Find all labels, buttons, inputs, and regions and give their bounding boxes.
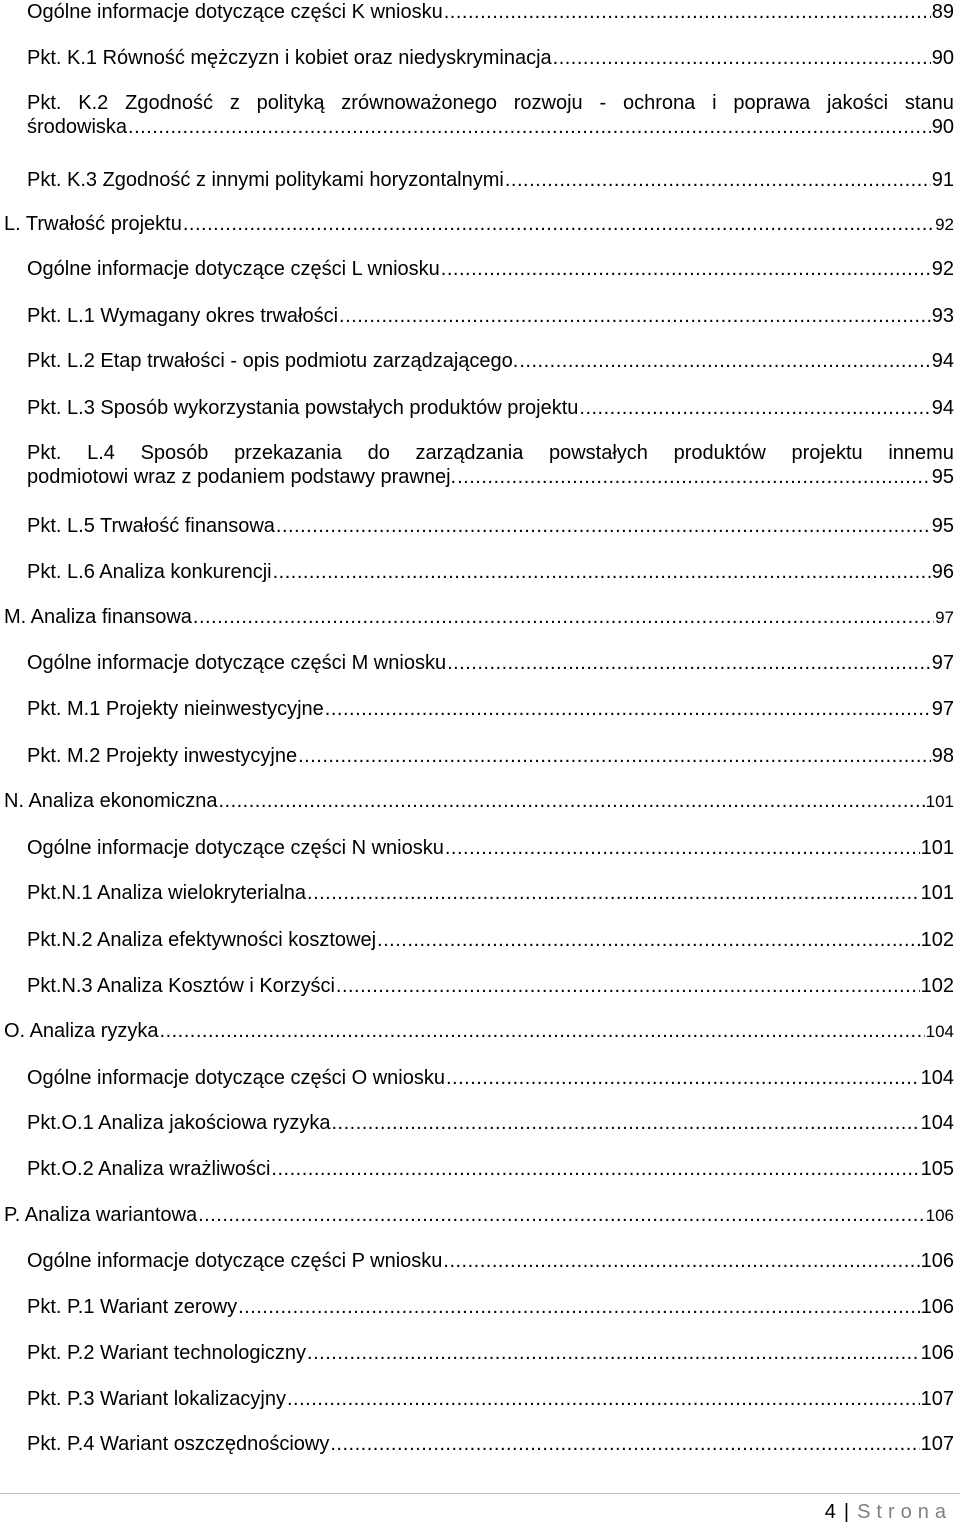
toc-entry[interactable] — [0, 441, 960, 489]
toc-word: rozwoju — [513, 92, 583, 114]
toc-entry-line — [0, 1249, 960, 1273]
toc-word: poprawa — [733, 92, 811, 114]
dot-leader — [505, 168, 931, 192]
toc-entry-title: L. Trwałość projektu — [4, 213, 182, 235]
toc-word: K.2 — [78, 92, 109, 114]
footer-divider — [0, 1493, 960, 1494]
dot-leader — [445, 836, 920, 860]
toc-entry-line — [0, 789, 960, 814]
toc-entry[interactable] — [0, 651, 960, 675]
toc-entry[interactable] — [0, 91, 960, 139]
toc-entry-line — [0, 836, 960, 860]
toc-entry-page: 97 — [931, 652, 954, 674]
toc-word: powstałych — [548, 442, 648, 464]
dot-leader — [218, 789, 924, 813]
toc-entry-line — [0, 212, 960, 237]
dot-leader — [443, 1249, 919, 1273]
toc-entry-title: Ogólne informacje dotyczące części L wniosku — [27, 258, 440, 280]
toc-entry[interactable] — [0, 0, 960, 24]
dot-leader — [553, 46, 931, 70]
toc-entry-title: Pkt. M.2 Projekty inwestycyjne — [27, 745, 298, 767]
toc-entry-title: Pkt. P.1 Wariant zerowy — [27, 1296, 238, 1318]
toc-entry-line — [0, 1019, 960, 1044]
dot-leader — [325, 697, 931, 721]
toc-entry-line — [0, 257, 960, 281]
toc-word: - — [599, 92, 607, 114]
dot-leader — [377, 928, 920, 952]
dot-leader — [457, 465, 931, 489]
dot-leader — [519, 349, 930, 373]
toc-entry[interactable] — [0, 212, 960, 237]
toc-entry[interactable] — [0, 974, 960, 998]
toc-entry[interactable] — [0, 560, 960, 584]
toc-entry[interactable] — [0, 257, 960, 281]
toc-entry[interactable] — [0, 1387, 960, 1411]
dot-leader — [444, 0, 931, 24]
toc-word: do — [367, 442, 390, 464]
toc-entry-line — [0, 1157, 960, 1181]
dot-leader — [339, 304, 931, 328]
dot-leader — [298, 744, 931, 768]
toc-entry-title: Pkt. L.6 Analiza konkurencji — [27, 561, 272, 583]
toc-word: i — [712, 92, 717, 114]
toc-entry-page: 102 — [920, 929, 954, 951]
toc-word: zrównoważonego — [341, 92, 497, 114]
toc-entry-page: 104 — [920, 1067, 954, 1089]
toc-entry-line — [0, 304, 960, 328]
dot-leader — [128, 115, 931, 139]
toc-word: przekazania — [234, 442, 342, 464]
toc-entry-title-first-line — [0, 91, 960, 115]
toc-entry[interactable] — [0, 1066, 960, 1090]
toc-entry-line — [0, 1066, 960, 1090]
toc-entry[interactable] — [0, 1111, 960, 1135]
toc-entry-page: 91 — [931, 169, 954, 191]
toc-entry-title: Ogólne informacje dotyczące części N wniosku — [27, 837, 444, 859]
page-footer — [825, 1500, 952, 1524]
toc-entry-page: 93 — [931, 305, 954, 327]
toc-entry-page: 106 — [925, 1206, 954, 1225]
dot-leader — [307, 1341, 920, 1365]
toc-entry-line — [0, 560, 960, 584]
toc-entry[interactable] — [0, 836, 960, 860]
toc-entry[interactable] — [0, 349, 960, 373]
toc-entry-title: Ogólne informacje dotyczące części P wniosku — [27, 1250, 443, 1272]
toc-entry[interactable] — [0, 881, 960, 905]
toc-entry[interactable] — [0, 1295, 960, 1319]
toc-word: stanu — [904, 92, 954, 114]
toc-entry-page: 104 — [925, 1022, 954, 1041]
toc-word: innemu — [888, 442, 954, 464]
toc-entry-title: Pkt. L.3 Sposób wykorzystania powstałych produktów projektu — [27, 397, 579, 419]
toc-word: ochrona — [623, 92, 696, 114]
toc-entry-line — [0, 744, 960, 768]
toc-entry-title: Pkt.O.1 Analiza jakościowa ryzyka — [27, 1112, 331, 1134]
toc-entry-title: N. Analiza ekonomiczna — [4, 790, 218, 812]
toc-entry-page: 90 — [931, 116, 954, 138]
toc-entry-title: Ogólne informacje dotyczące części K wniosku — [27, 1, 443, 23]
toc-word: jakości — [826, 92, 889, 114]
toc-entry-page: 98 — [931, 745, 954, 767]
toc-entry-line — [0, 349, 960, 373]
dot-leader — [193, 605, 934, 629]
toc-entry-line — [0, 1432, 960, 1456]
toc-entry-title: Pkt.N.1 Analiza wielokryterialna — [27, 882, 307, 904]
toc-entry-page: 106 — [920, 1342, 954, 1364]
toc-entry-title: Pkt. P.2 Wariant technologiczny — [27, 1342, 307, 1364]
toc-entry-title: środowiska — [27, 116, 128, 138]
footer-page-number: 4 — [824, 1501, 836, 1523]
toc-entry-page: 97 — [935, 608, 954, 627]
toc-word: Pkt. — [27, 92, 62, 114]
toc-entry-page: 104 — [920, 1112, 954, 1134]
toc-word: Zgodność — [125, 92, 213, 114]
toc-entry-title: Pkt. P.3 Wariant lokalizacyjny — [27, 1388, 286, 1410]
toc-entry-title: Pkt.O.2 Analiza wrażliwości — [27, 1158, 271, 1180]
toc-entry[interactable] — [0, 1432, 960, 1456]
toc-word: z — [229, 92, 240, 114]
toc-entry[interactable] — [0, 1341, 960, 1365]
toc-word: polityką — [256, 92, 325, 114]
toc-entry-title: Ogólne informacje dotyczące części M wniosku — [27, 652, 447, 674]
toc-entry-page: 90 — [931, 47, 954, 69]
dot-leader — [447, 651, 931, 675]
dot-leader — [579, 396, 930, 420]
footer-separator: | — [843, 1501, 850, 1523]
toc-entry[interactable] — [0, 928, 960, 952]
toc-entry[interactable] — [0, 789, 960, 814]
dot-leader — [183, 212, 934, 236]
toc-entry-page: 107 — [920, 1433, 954, 1455]
dot-leader — [276, 514, 931, 538]
toc-entry-page: 101 — [920, 837, 954, 859]
toc-entry-line — [0, 115, 960, 139]
toc-word: zarządzania — [415, 442, 524, 464]
toc-entry-title: Pkt. K.3 Zgodność z innymi politykami horyzontalnymi — [27, 169, 504, 191]
toc-entry-page: 94 — [931, 397, 954, 419]
toc-entry-title: Pkt.N.3 Analiza Kosztów i Korzyści — [27, 975, 335, 997]
toc-entry[interactable] — [0, 744, 960, 768]
footer-label: Strona — [857, 1501, 952, 1523]
toc-entry-line — [0, 1203, 960, 1228]
dot-leader — [273, 560, 931, 584]
toc-entry-title: Pkt. L.1 Wymagany okres trwałości — [27, 305, 339, 327]
dot-leader — [160, 1019, 925, 1043]
dot-leader — [198, 1203, 925, 1227]
toc-word: projektu — [791, 442, 863, 464]
dot-leader — [307, 881, 920, 905]
toc-entry-page: 92 — [935, 215, 954, 234]
toc-entry-title: Ogólne informacje dotyczące części O wniosku — [27, 1067, 445, 1089]
toc-entry[interactable] — [0, 168, 960, 192]
toc-entry-line — [0, 514, 960, 538]
toc-entry-line — [0, 168, 960, 192]
toc-entry-title: podmiotowi wraz z podaniem podstawy prawnej. — [27, 466, 457, 488]
toc-entry-line — [0, 1295, 960, 1319]
toc-entry[interactable] — [0, 304, 960, 328]
toc-entry[interactable] — [0, 1249, 960, 1273]
toc-entry[interactable] — [0, 46, 960, 70]
toc-entry-page: 89 — [931, 1, 954, 23]
toc-entry-page: 97 — [931, 698, 954, 720]
dot-leader — [446, 1066, 920, 1090]
toc-entry-line — [0, 465, 960, 489]
toc-entry-line — [0, 881, 960, 905]
dot-leader — [271, 1157, 919, 1181]
toc-entry-line — [0, 1111, 960, 1135]
toc-entry-page: 106 — [920, 1296, 954, 1318]
toc-entry-title: M. Analiza finansowa — [4, 606, 192, 628]
toc-entry-line — [0, 396, 960, 420]
toc-entry-title: Pkt.N.2 Analiza efektywności kosztowej — [27, 929, 377, 951]
toc-entry-line — [0, 0, 960, 24]
toc-entry-line — [0, 1387, 960, 1411]
toc-entry-page: 106 — [920, 1250, 954, 1272]
toc-entry-title: Pkt. L.5 Trwałość finansowa — [27, 515, 275, 537]
toc-entry-title-first-line — [0, 441, 960, 465]
toc-entry[interactable] — [0, 514, 960, 538]
toc-entry-page: 94 — [931, 350, 954, 372]
toc-entry-line — [0, 697, 960, 721]
toc-entry[interactable] — [0, 605, 960, 630]
toc-entry-page: 96 — [931, 561, 954, 583]
toc-entry-page: 92 — [931, 258, 954, 280]
toc-entry-page: 95 — [931, 515, 954, 537]
toc-entry-page: 107 — [920, 1388, 954, 1410]
toc-entry-page: 101 — [920, 882, 954, 904]
toc-entry-title: Pkt. L.2 Etap trwałości - opis podmiotu zarządzającego. — [27, 350, 519, 372]
toc-entry[interactable] — [0, 396, 960, 420]
toc-entry-title: Pkt. K.1 Równość mężczyzn i kobiet oraz niedyskryminacja — [27, 47, 552, 69]
toc-entry-page: 105 — [920, 1158, 954, 1180]
toc-entry[interactable] — [0, 1019, 960, 1044]
dot-leader — [287, 1387, 920, 1411]
toc-word: Sposób — [140, 442, 209, 464]
toc-entry-line — [0, 974, 960, 998]
toc-entry-title: Pkt. M.1 Projekty nieinwestycyjne — [27, 698, 324, 720]
dot-leader — [331, 1111, 919, 1135]
dot-leader — [441, 257, 931, 281]
toc-entry-title: P. Analiza wariantowa — [4, 1204, 198, 1226]
toc-word: produktów — [673, 442, 766, 464]
dot-leader — [238, 1295, 920, 1319]
toc-entry-title: Pkt. P.4 Wariant oszczędnościowy — [27, 1433, 330, 1455]
toc-entry-page: 102 — [920, 975, 954, 997]
toc-entry-line — [0, 928, 960, 952]
toc-entry-line — [0, 1341, 960, 1365]
toc-entry-page: 95 — [931, 466, 954, 488]
toc-entry[interactable] — [0, 697, 960, 721]
toc-entry[interactable] — [0, 1157, 960, 1181]
toc-entry-line — [0, 651, 960, 675]
dot-leader — [330, 1432, 919, 1456]
toc-entry[interactable] — [0, 1203, 960, 1228]
toc-entry-title: O. Analiza ryzyka — [4, 1020, 159, 1042]
toc-entry-page: 101 — [925, 792, 954, 811]
toc-word: Pkt. — [27, 442, 62, 464]
toc-entry-line — [0, 46, 960, 70]
toc-word: L.4 — [87, 442, 115, 464]
toc-entry-line — [0, 605, 960, 630]
dot-leader — [336, 974, 920, 998]
